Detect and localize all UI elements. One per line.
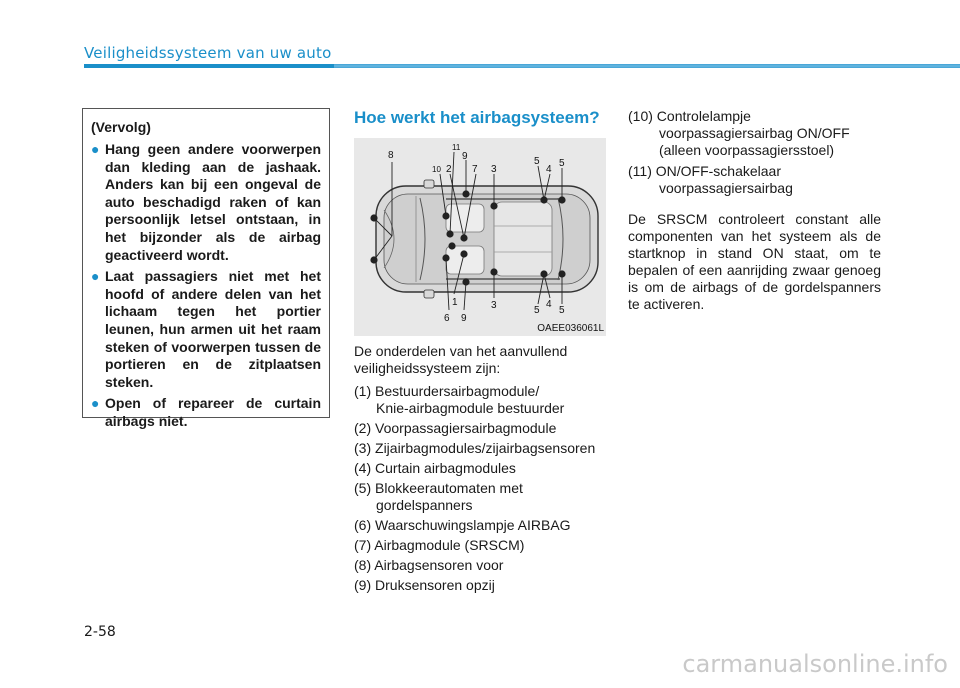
list-item: (3) Zijairbagmodules/zijairbagsensoren [354,440,596,456]
list-item: (6) Waarschuwingslampje AIRBAG [354,517,571,533]
srscm-paragraph: De SRSCM controleert constant alle componenten van het systeem als de startknop in stand ON staat, om te bepalen of een aanrijding zwaar genoeg is om de airbags of de gordelspanners te activeren. [628,211,881,312]
list-item: (2) Voorpassagiersairbagmodule [354,420,557,436]
note-item: ● Hang geen andere voorwerpen dan kleding aan de jashaak. Anders kan bij een ongeval de auto beschadigd raken of kan persoonlijk letsel ontstaan, in het bijzonder als de airbag geactiveerd wordt. [91,141,321,263]
section-heading: Hoe werkt het airbagsysteem? [354,108,600,127]
diagram-label-5-top-left: 5 [534,156,540,167]
diagram-label-8: 8 [388,150,394,161]
section-header-title: Veiligheidssysteem van uw auto [84,44,332,62]
diagram-label-1: 1 [452,297,458,308]
list-item: (9) Druksensoren opzij [354,577,495,593]
bullet-icon: ● [91,268,100,285]
list-item: (10) Controlelampje voorpassagiersairbag ON/OFF (alleen voorpassagiersstoel) [628,108,850,158]
diagram-label-7: 7 [472,164,478,175]
diagram-label-3-top: 3 [491,164,497,175]
note-item: ● Open of repareer de curtain airbags niet. [91,395,321,429]
diagram-label-10: 10 [432,165,441,174]
diagram-label-4-bottom: 4 [546,299,552,310]
diagram-label-5-bottom-right: 5 [559,305,565,316]
watermark: carmanualsonline.info [682,650,948,678]
diagram-label-4-top: 4 [546,164,552,175]
note-list [91,141,321,431]
diagram-label-11: 11 [452,143,461,152]
components-list [354,383,608,594]
components-text [354,343,608,597]
car-top-view-illustration [354,138,606,336]
bullet-icon: ● [91,395,100,412]
airbag-system-diagram [354,138,606,336]
list-item: (8) Airbagsensoren voor [354,557,504,573]
caution-note-box [82,108,330,429]
diagram-label-6: 6 [444,313,450,324]
diagram-label-5-top-right: 5 [559,158,565,169]
diagram-label-9-bottom: 9 [461,313,467,324]
diagram-code: OAEE036061L [537,323,604,334]
components-list-continued [628,108,881,197]
page-number: 2-58 [84,624,116,640]
diagram-label-3-bottom: 3 [491,300,497,311]
bullet-icon: ● [91,141,100,157]
list-item: (4) Curtain airbagmodules [354,460,516,476]
diagram-label-9-top: 9 [462,151,468,162]
list-item: (1) Bestuurdersairbagmodule/ Knie-airbagmodule bestuurder [354,383,565,416]
right-column-text [628,108,881,327]
components-intro: De onderdelen van het aanvullend veiligheidssysteem zijn: [354,343,568,376]
list-item: (11) ON/OFF-schakelaar voorpassagiersairbag [628,163,793,196]
list-item: (5) Blokkeerautomaten met gordelspanners [354,480,523,513]
diagram-label-5-bottom-left: 5 [534,305,540,316]
note-title: (Vervolg) [91,119,151,135]
note-item: ● Laat passagiers niet met het hoofd of andere delen van het lichaam tegen het portier leunen, hun armen uit het raam steken of voorwerpen tussen de portieren en de zitplaatsen steken. [91,268,321,390]
header-rule [84,64,960,68]
diagram-label-2: 2 [446,164,452,175]
list-item: (7) Airbagmodule (SRSCM) [354,537,525,553]
